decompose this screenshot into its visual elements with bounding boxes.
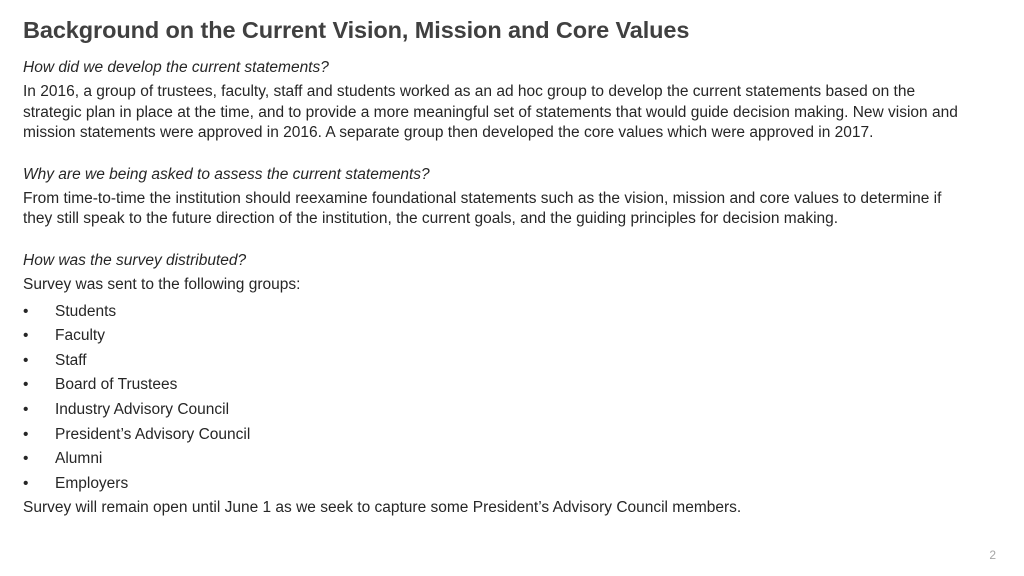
section-answer: In 2016, a group of trustees, faculty, staff and students worked as an ad hoc group to develop the current statements based on the strategic plan in place at the time, and to provide a more meaningful set of statements that would guide decision making. New vision and mission statements were approved in 2016. A separate group then developed the core values which were approved in 2017. bbox=[23, 83, 958, 142]
section-question: Why are we being asked to assess the current statements? bbox=[23, 165, 430, 183]
bullet-icon: • bbox=[23, 351, 29, 369]
list-item bbox=[23, 373, 963, 398]
bullet-icon: • bbox=[23, 327, 29, 345]
section-assess bbox=[23, 165, 963, 230]
survey-group-list bbox=[23, 300, 963, 497]
list-item bbox=[23, 398, 963, 423]
bullet-icon: • bbox=[23, 474, 29, 492]
list-item-label: Board of Trustees bbox=[55, 376, 178, 394]
bullet-icon: • bbox=[23, 376, 29, 394]
list-item-label: Students bbox=[55, 302, 117, 320]
slide-content bbox=[23, 58, 963, 520]
list-item bbox=[23, 324, 963, 349]
bullet-icon: • bbox=[23, 450, 29, 468]
list-item bbox=[23, 349, 963, 374]
section-survey bbox=[23, 251, 963, 521]
survey-closing-note: Survey will remain open until June 1 as we seek to capture some President’s Advisory Council members. bbox=[23, 499, 742, 517]
bullet-icon: • bbox=[23, 401, 29, 419]
list-item-label: Alumni bbox=[55, 450, 103, 468]
bullet-icon: • bbox=[23, 425, 29, 443]
list-item bbox=[23, 472, 963, 497]
list-item bbox=[23, 447, 963, 472]
survey-intro: Survey was sent to the following groups: bbox=[23, 276, 301, 294]
list-item bbox=[23, 423, 963, 448]
section-question: How was the survey distributed? bbox=[23, 251, 247, 269]
list-item-label: Industry Advisory Council bbox=[55, 401, 230, 419]
list-item bbox=[23, 300, 963, 325]
list-item-label: President’s Advisory Council bbox=[55, 425, 251, 443]
bullet-icon: • bbox=[23, 302, 29, 320]
list-item-label: Employers bbox=[55, 474, 129, 492]
section-answer: From time-to-time the institution should reexamine foundational statements such as the vision, mission and core values to determine if they still speak to the future direction of the institution, the current goals, and the guiding principles for decision making. bbox=[23, 190, 942, 228]
slide-title: Background on the Current Vision, Mission and Core Values bbox=[23, 17, 690, 43]
list-item-label: Faculty bbox=[55, 327, 105, 345]
list-item-label: Staff bbox=[55, 351, 87, 369]
section-question: How did we develop the current statements? bbox=[23, 59, 329, 76]
section-develop bbox=[23, 58, 963, 144]
page-number: 2 bbox=[989, 548, 996, 562]
